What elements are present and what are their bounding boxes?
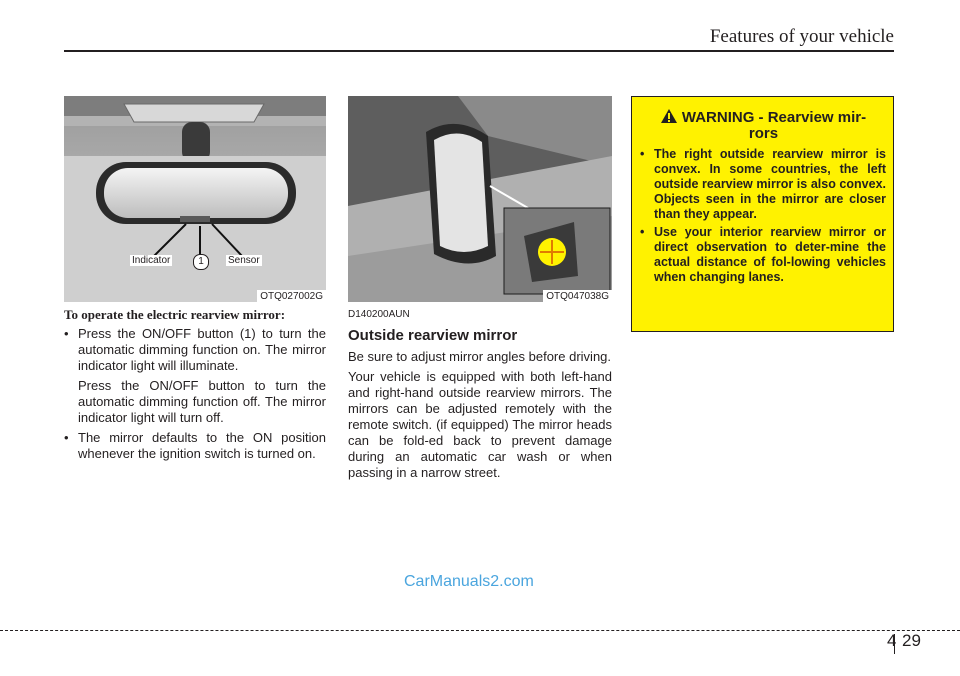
paragraph: Be sure to adjust mirror angles before driving.	[348, 349, 612, 364]
warning-list	[640, 147, 886, 288]
sensor-callout-label: Sensor	[228, 255, 260, 266]
indicator-callout-label: Indicator	[132, 255, 171, 266]
list-item	[640, 225, 886, 285]
warning-box	[631, 96, 894, 332]
warning-label: WARNING -	[681, 109, 764, 126]
bullet-dot: •	[640, 225, 645, 239]
interior-mirror-illustration	[64, 96, 326, 302]
bullet-dot: •	[64, 430, 69, 445]
section-code: D140200AUN	[348, 309, 410, 320]
figure-code-left: OTQ027002G	[257, 290, 326, 302]
bullet-dot: •	[64, 326, 69, 341]
warning-title	[632, 109, 895, 142]
list-item-text: Use your interior rearview mirror or direct observation to deter-mine the actual distance of fol-lowing vehicles when changing lanes.	[654, 225, 886, 284]
middle-text-column	[348, 307, 612, 485]
figure-code-middle: OTQ047038G	[543, 290, 612, 302]
list-item	[64, 326, 326, 374]
list-item-continuation: Press the ON/OFF button to turn the automatic dimming function off. The mirror indicator light will turn off.	[78, 378, 326, 425]
electric-mirror-heading: To operate the electric rearview mirror:	[64, 307, 286, 322]
outside-mirror-figure	[348, 96, 612, 302]
outside-mirror-illustration	[348, 96, 612, 302]
list-item-text: The right outside rearview mirror is convex. In some countries, the left outside rearview mirror is also convex. Objects seen in the mirror are closer than they appear.	[654, 147, 886, 221]
list-item-text: Press the ON/OFF button (1) to turn the automatic dimming function on. The mirror indicator light will illuminate.	[78, 326, 326, 373]
bullet-dot: •	[640, 147, 645, 161]
footer-rule	[0, 630, 960, 631]
watermark-link[interactable]: CarManuals2.com	[404, 573, 534, 590]
header-rule	[64, 50, 894, 52]
chapter-number: 4	[887, 631, 897, 650]
list-item	[640, 147, 886, 222]
outside-mirror-heading: Outside rearview mirror	[348, 327, 518, 344]
warning-title-line2: rors	[748, 125, 779, 142]
warning-title-line1: Rearview mir-	[767, 109, 867, 126]
button-number-callout: 1	[193, 254, 209, 270]
list-item-text: The mirror defaults to the ON position whenever the ignition switch is turned on.	[78, 430, 326, 461]
page-number: 29	[902, 631, 921, 650]
page-header-title: Features of your vehicle	[709, 26, 894, 47]
page-number-divider	[894, 634, 895, 654]
left-text-column	[64, 307, 326, 466]
interior-mirror-figure	[64, 96, 326, 302]
paragraph: Your vehicle is equipped with both left-hand and right-hand outside rearview mirrors. The mirrors can be adjusted remotely with the remote switch. (if equipped) The mirror heads can be fold-ed back to prevent damage during an automatic car wash or when passing in a narrow street.	[348, 369, 612, 480]
list-item	[64, 430, 326, 462]
warning-triangle-icon	[661, 109, 677, 123]
